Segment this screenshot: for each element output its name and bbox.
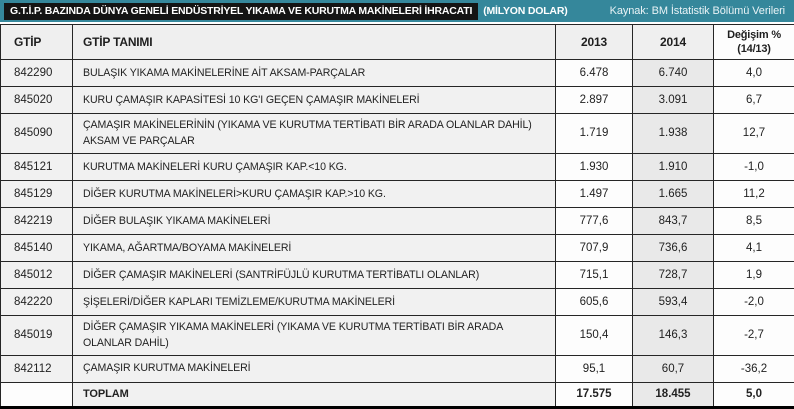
value-2014: 1.910 [633, 153, 714, 180]
gtip-description: ÇAMAŞIR MAKİNELERİNİN (YIKAMA VE KURUTMA TERTİBATI BİR ARADA OLANLAR DAHİL) AKSAM VE PARÇALAR [73, 114, 556, 154]
value-2013: 6.478 [556, 60, 633, 87]
gtip-code-cell: 845020 [1, 87, 73, 114]
value-change: 1,9 [714, 261, 794, 288]
report-title: G.T.İ.P. BAZINDA DÜNYA GENELİ ENDÜSTRİYEL YIKAMA VE KURUTMA MAKİNELERİ İHRACATI [4, 3, 478, 20]
gtip-description: YIKAMA, AĞARTMA/BOYAMA MAKİNELERİ [73, 234, 556, 261]
value-2014: 1.938 [633, 114, 714, 154]
value-change: 6,7 [714, 87, 794, 114]
value-2013: 777,6 [556, 207, 633, 234]
value-2013: 1.719 [556, 114, 633, 154]
total-row [1, 382, 794, 407]
value-2013: 605,6 [556, 288, 633, 315]
gtip-code-cell: 842290 [1, 60, 73, 87]
col-header-2013: 2013 [556, 25, 633, 60]
source-label: Kaynak: BM İstatistik Bölümü Verileri [609, 5, 785, 17]
value-2014: 60,7 [633, 355, 714, 382]
value-change: 12,7 [714, 114, 794, 154]
gtip-description: DİĞER BULAŞIK YIKAMA MAKİNELERİ [73, 207, 556, 234]
gtip-code-cell: 842220 [1, 288, 73, 315]
gtip-code-cell: 845019 [1, 315, 73, 355]
gtip-description: DİĞER ÇAMAŞIR YIKAMA MAKİNELERİ (YIKAMA VE KURUTMA TERTİBATI BİR ARADA OLANLAR DAHİL) [73, 315, 556, 355]
value-2014: 6.740 [633, 60, 714, 87]
gtip-description: KURU ÇAMAŞIR KAPASİTESİ 10 KG'I GEÇEN ÇAMAŞIR MAKİNELERİ [73, 87, 556, 114]
gtip-description: BULAŞIK YIKAMA MAKİNELERİNE AİT AKSAM-PARÇALAR [73, 60, 556, 87]
gtip-description: DİĞER ÇAMAŞIR MAKİNELERİ (SANTRİFÜJLÜ KURUTMA TERTİBATLI OLANLAR) [73, 261, 556, 288]
value-2014: 1.665 [633, 180, 714, 207]
col-header-degisim-line1: Değişim % [727, 28, 781, 41]
total-2014: 18.455 [633, 382, 714, 407]
table-row [1, 315, 794, 355]
gtip-code-cell: 845140 [1, 234, 73, 261]
value-change: 11,2 [714, 180, 794, 207]
value-2013: 95,1 [556, 355, 633, 382]
gtip-export-table [0, 24, 794, 409]
gtip-description: ŞİŞELERİ/DİĞER KAPLARI TEMİZLEME/KURUTMA MAKİNELERİ [73, 288, 556, 315]
gtip-code-cell: 842219 [1, 207, 73, 234]
value-change: -2,7 [714, 315, 794, 355]
table-row [1, 234, 794, 261]
table-row [1, 114, 794, 154]
value-2014: 728,7 [633, 261, 714, 288]
value-2014: 736,6 [633, 234, 714, 261]
table-row [1, 261, 794, 288]
value-change: -2,0 [714, 288, 794, 315]
table-row [1, 153, 794, 180]
gtip-code-cell: 845090 [1, 114, 73, 154]
value-change: 8,5 [714, 207, 794, 234]
table-row [1, 288, 794, 315]
value-change: 4,0 [714, 60, 794, 87]
gtip-code-cell: 845121 [1, 153, 73, 180]
value-2013: 150,4 [556, 315, 633, 355]
value-2013: 2.897 [556, 87, 633, 114]
table-row [1, 207, 794, 234]
value-2013: 715,1 [556, 261, 633, 288]
table-row [1, 180, 794, 207]
total-empty-cell [1, 382, 73, 407]
col-header-2014: 2014 [633, 25, 714, 60]
value-change: -36,2 [714, 355, 794, 382]
col-header-degisim-line2: (14/13) [737, 43, 771, 55]
gtip-description: ÇAMAŞIR KURUTMA MAKİNELERİ [73, 355, 556, 382]
report-title-unit: (MİLYON DOLAR) [483, 5, 568, 17]
value-change: 4,1 [714, 234, 794, 261]
total-change: 5,0 [714, 382, 794, 407]
value-2013: 707,9 [556, 234, 633, 261]
value-2013: 1.930 [556, 153, 633, 180]
table-row [1, 87, 794, 114]
value-change: -1,0 [714, 153, 794, 180]
report-header-bar [0, 0, 794, 22]
table-header-row [1, 25, 794, 60]
gtip-description: KURUTMA MAKİNELERİ KURU ÇAMAŞIR KAP.<10 KG. [73, 153, 556, 180]
col-header-gtip: GTİP [1, 25, 73, 60]
gtip-code-cell: 845129 [1, 180, 73, 207]
gtip-description: DİĞER KURUTMA MAKİNELERİ>KURU ÇAMAŞIR KAP.>10 KG. [73, 180, 556, 207]
value-2014: 3.091 [633, 87, 714, 114]
total-2013: 17.575 [556, 382, 633, 407]
value-2013: 1.497 [556, 180, 633, 207]
value-2014: 593,4 [633, 288, 714, 315]
table-body [1, 60, 794, 383]
value-2014: 843,7 [633, 207, 714, 234]
total-label: TOPLAM [73, 382, 556, 407]
table-row [1, 355, 794, 382]
gtip-code-cell: 842112 [1, 355, 73, 382]
value-2014: 146,3 [633, 315, 714, 355]
col-header-degisim [714, 25, 794, 60]
col-header-tanim: GTİP TANIMI [73, 25, 556, 60]
table-row [1, 60, 794, 87]
gtip-code-cell: 845012 [1, 261, 73, 288]
